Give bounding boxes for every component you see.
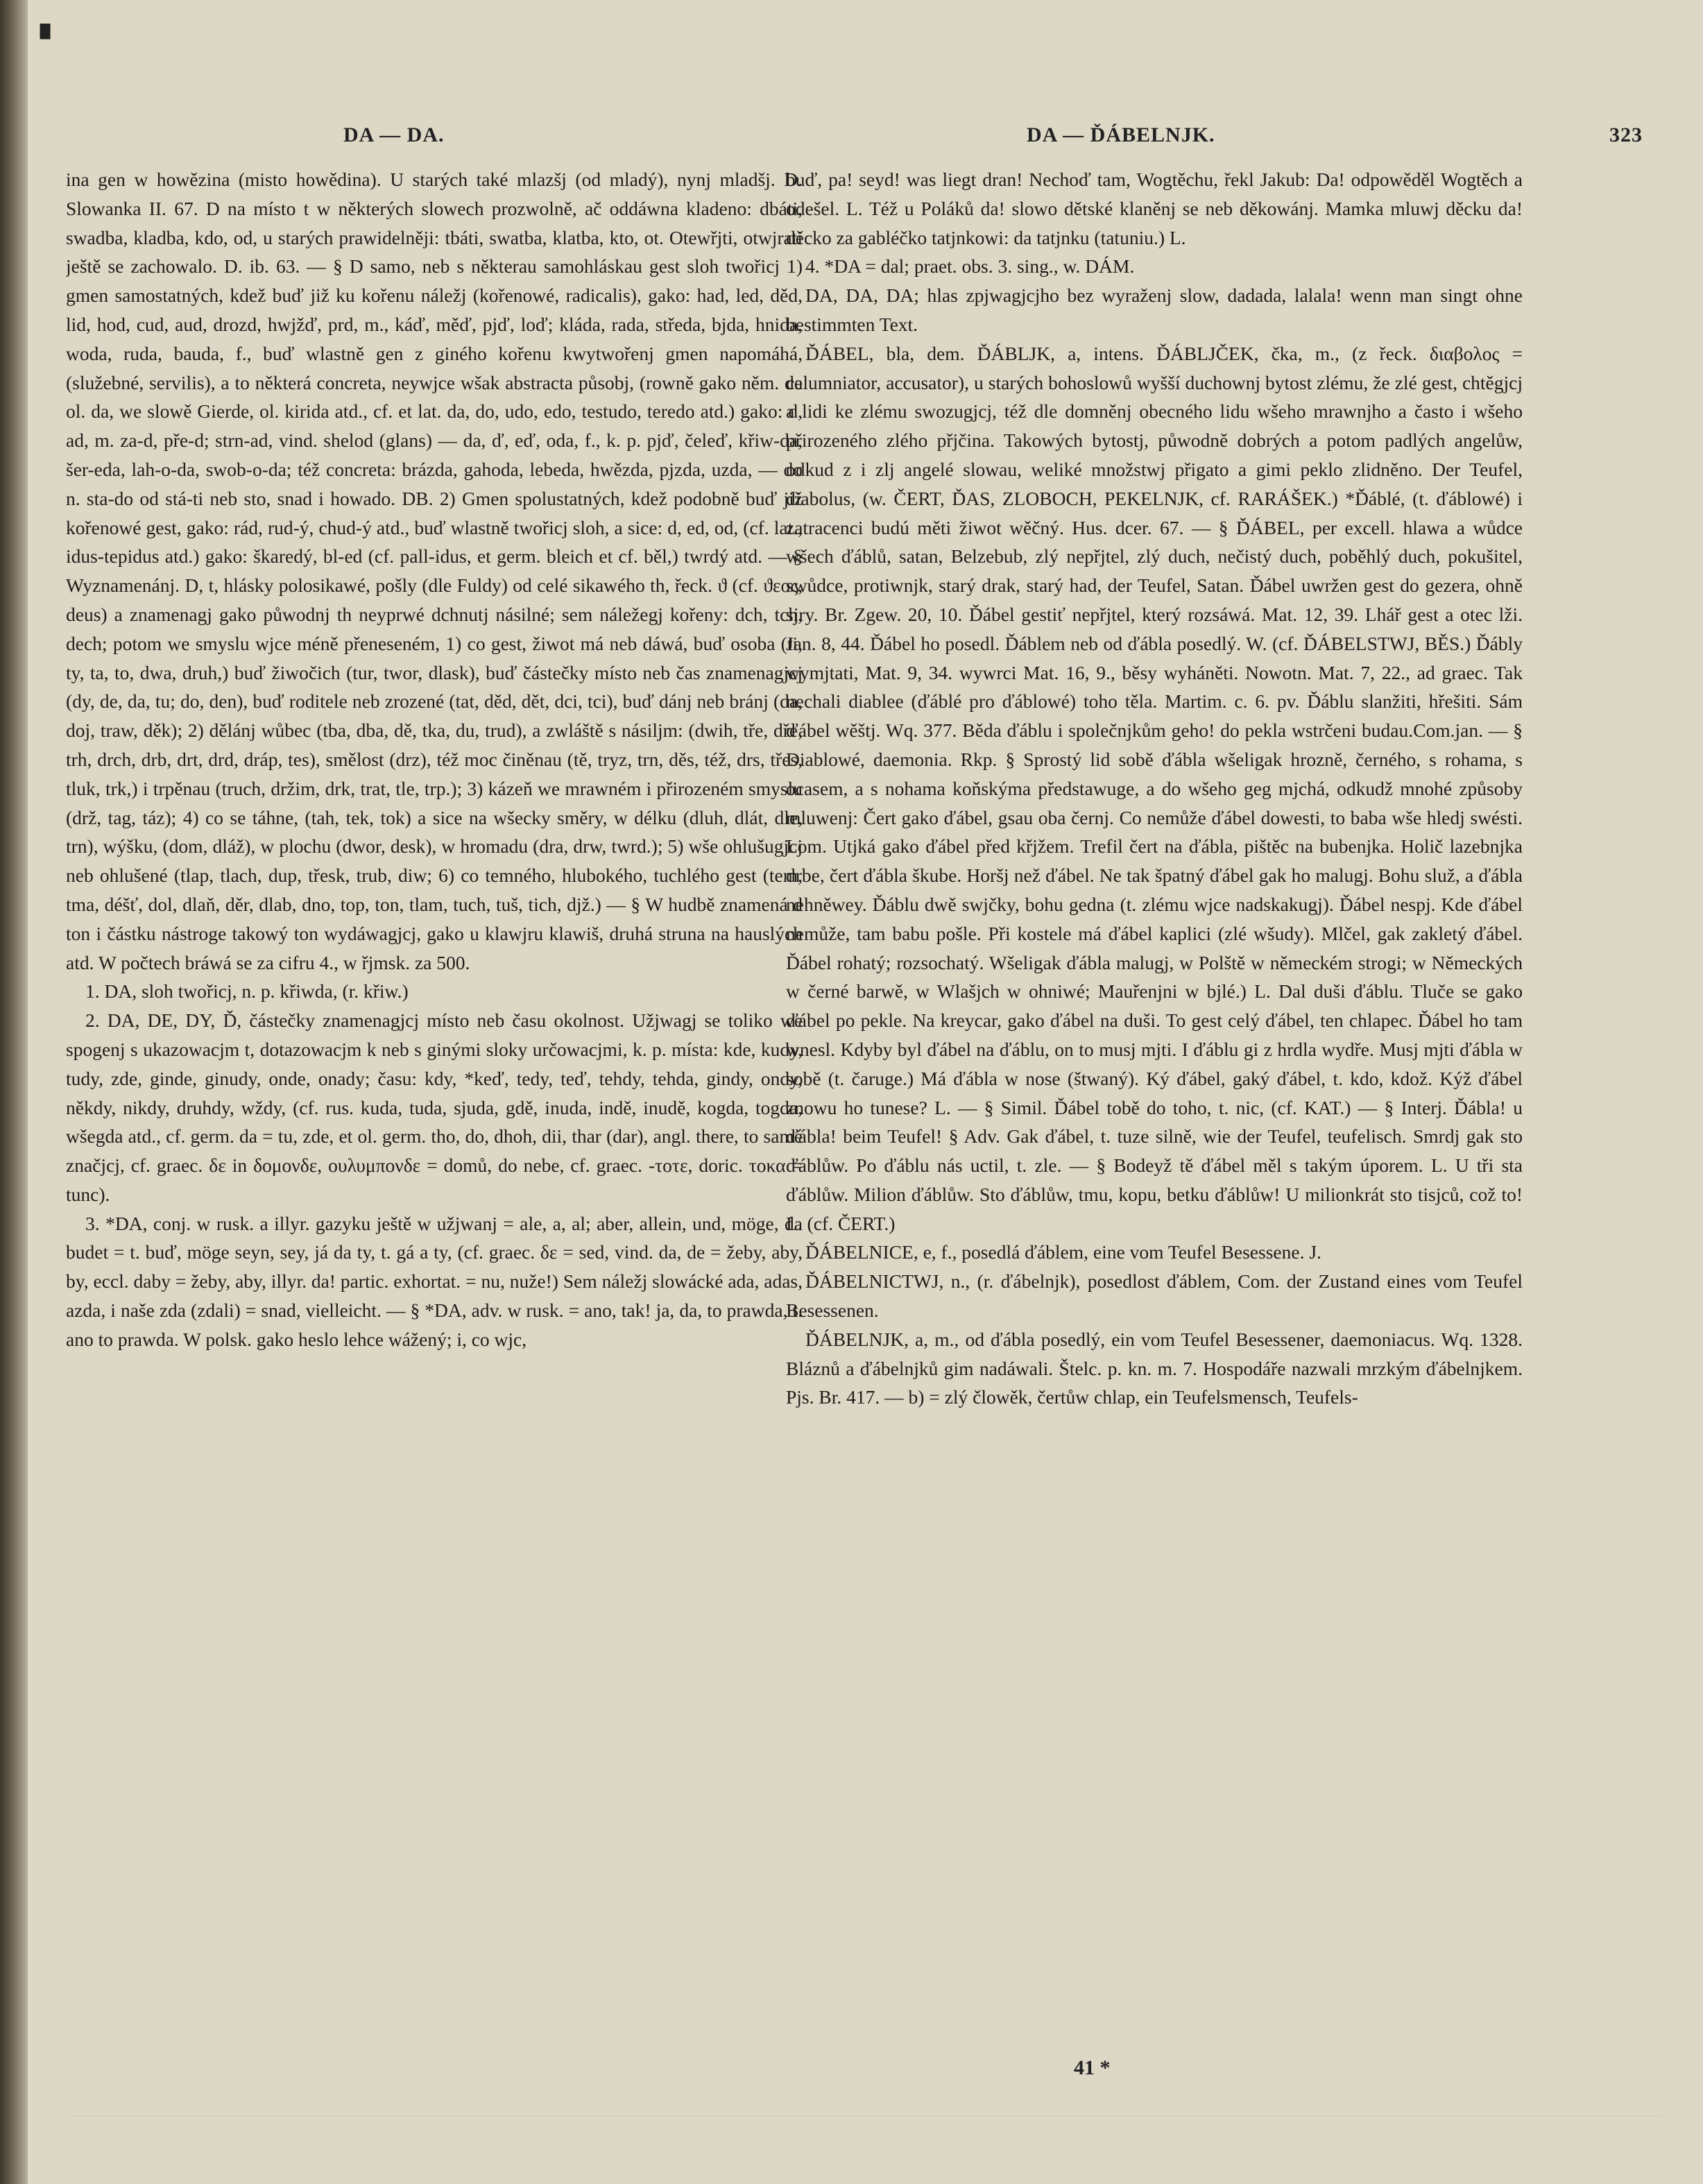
entry-paragraph: ĎÁBEL, bla, dem. ĎÁBLJK, a, intens. ĎÁBLJČEK, čka, m., (z řeck. διαβολος = calumniator, accusator), u starých bohoslowů wyšší duchownj bytost zlému, že zlé gest, chtěgjcj a lidi ke zlému swozugjcj, též dle domněnj obecného lidu wšeho mrawnjho a často i wšeho přirozeného zlého přjčina. Takowých bytostj, půwodně dobrých a potom padlých angelůw, odkud z i zlj angelé slowau, weliké množstwj přigato a gimi peklo zlidněno. Der Teufel, diabolus, (w. ČERT, ĎAS, ZLOBOCH, PEKELNJK, cf. RARÁŠEK.) *Ďáblé, (t. ďáblowé) i zatracenci budú měti žiwot wěčný. Hus. dcer. 67. — § ĎÁBEL, per excell. hlawa a wůdce wšech ďáblů, satan, Belzebub, zlý nepřjtel, zlý duch, nečistý duch, poběhlý duch, pokušitel, swůdce, protiwnjk, starý drak, starý had, der Teufel, Satan. Ďábel uwržen gest do gezera, ohně sjry. Br. Zgew. 20, 10. Ďábel gestiť nepřjtel, který rozsáwá. Mat. 12, 39. Lhář gest a otec lži. Jan. 8, 44. Ďábel ho posedl. Ďáblem neb od ďábla posedlý. W. (cf. ĎÁBELSTWJ, BĚS.) Ďábly wymjtati, Mat. 9, 34. wywrci Mat. 16, 9., běsy wyháněti. Nowotn. Mat. 7, 22., ad graec. Tak nechali diablee (ďáblé pro ďáblowé) toho těla. Martim. c. 6. pv. Ďáblu slanžiti, hřešiti. Sám ďábel wěštj. Wq. 377. Běda ďáblu i společnjkům geho! do pekla wstrčeni budau.Com.jan. — § Diablowé, daemonia. Rkp. § Sprostý lid sobě ďábla wšeligak hrozně, černého, s rohama, s ocasem, a s nohama koňskýma předstawuge, a do wšeho geg mjchá, odkudž mnohé způsoby mluwenj: Čert gako ďábel, gsau oba černj. Co nemůže ďábel dowesti, to baba wše hledj swésti. Lom. Utjká gako ďábel před křjžem. Trefil čert na ďábla, pištěc na bubenjka. Holič lazebnjka drbe, čert ďábla škube. Horšj než ďábel. Ne tak špatný ďábel gak ho malugj. Bohu služ, a ďábla nehněwey. Ďáblu dwě swjčky, bohu gedna (t. zlému wjce nadskakugj). Ďábel nespj. Kde ďábel nemůže, tam babu pošle. Při kostele má ďábel kaplici (zlé wšudy). Mlčel, gak zakletý ďábel. Ďábel rohatý; rozsochatý. Wšeligak ďábla malugj, w Polště w německém strogi; w Německých w černé barwě, w Wlašjch w ohniwé; Mauřenjni w bjlé.) L. Dal duši ďáblu. Tluče se gako ďábel po pekle. Na kreycar, gako ďábel na duši. To gest celý ďábel, ten chlapec. Ďábel ho tam wnesl. Kdyby byl ďábel na ďáblu, on to musj mjti. I ďáblu gi z hrdla wydře. Musj mjti ďábla w sobě (t. čaruge.) Má ďábla w nose (štwaný). Ký ďábel, gaký ďábel, t. kdo, kdož. Kýž ďábel znowu ho tunese? L. — § Simil. Ďábel tobě do toho, t. nic, (cf. KAT.) — § Interj. Ďábla! u ďábla! beim Teufel! § Adv. Gak ďábel, t. tuze silně, wie der Teufel, teufelisch. Smrdj gak sto ďáblůw. Po ďáblu nás uctil, t. zle. — § Bodeyž tě ďábel měl s takým úporem. L. U tři sta ďáblůw. Milion ďáblůw. Sto ďáblůw, tmu, kopu, betku ďáblůw! U milionkrát sto tisjců, což to! L. (cf. ČERT.)	[786, 342, 1523, 1234]
entry-paragraph: 1. DA, sloh twořicj, n. p. křiwda, (r. křiw.)	[85, 980, 409, 1003]
entry-paragraph: ina gen w howězina (misto howědina). U starých také mlazšj (od mladý), nynj mladšj. D. Slowanka II. 67. D na místo t w některých slowech prozwolně, ač oddáwna kladeno: dbáti, swadba, kladba, kdo, od, u starých prawidelněji: tbáti, swatba, klatba, kto, ot. Otewřjti, otwjrati ještě se zachowalo. D. ib. 63. — § D samo, neb s některau samohláskau gest sloh twořicj 1) gmen samostatných, kdež buď již ku kořenu náležj (kořenowé, radicalis), gako: had, led, děd, lid, hod, cud, aud, drozd, hwjžď, prd, m., káď, měď, pjď, loď; kláda, rada, středa, bjda, hnida, woda, ruda, bauda, f., buď wlastně gen z giného kořenu kwytwořenj gmen napomáhá, (služebné, servilis), a to některá concreta, neywjce wšak abstracta působj, (rowně gako něm. de ol. da, we slowě Gierde, ol. kirida atd., cf. et lat. da, do, udo, edo, testudo, teredo atd.) gako: d, ad, m. za-d, pře-d; strn-ad, vind. shelod (glans) — da, ď, eď, oda, f., k. p. pjď, čeleď, křiw-da, šer-eda, lah-o-da, swob-o-da; též concreta: brázda, gahoda, lebeda, hwězda, pjzda, uzda, — do n. sta-do od stá-ti neb sto, snad i howado. DB. 2) Gmen spolustatných, kdež podobně buď již kořenowé gest, gako: rád, rud-ý, chud-ý atd., buď wlastně twořicj sloh, a sice: d, ed, od, (cf. lat., idus-tepidus atd.) gako: škaredý, bl-ed (cf. pall-idus, et germ. bleich et cf. běl,) twrdý atd. — § Wyznamenánj. D, t, hlásky polosikawé, pošly (dle Fuldy) od celé sikawého th, řeck. ϑ (cf. ϑεος, deus) a znamenagj gako půwodnj th neyprwé dchnutj násilné; sem náležegj kořeny: dch, tch, dech; potom we smyslu wjce méně přeneseném, 1) co gest, žiwot má neb dáwá, buď osoba (ti, ty, ta, to, dwa, druh,) buď žiwočich (tur, twor, dlask), buď částečky místo neb čas znamenagjcj (dy, de, da, tu; do, den), buď roditele neb zrozené (tat, děd, dět, dci, tci), buď dánj neb bránj (da, doj, traw, děk); 2) dělánj wůbec (tba, dba, dě, tka, du, trud), a zwláště s násiljm: (dwih, tře, dře, trh, drch, drb, drt, drd, dráp, tes), smělost (drz), též moc činěnau (tě, tryz, trn, děs, též, drs, třes, tluk, trk,) i trpěnau (truch, držim, drk, trat, tle, trp.); 3) kázeň we mrawném i přirozeném smyslu (drž, tag, táz); 4) co se táhne, (tah, tek, tok) a sice na wšecky směry, w délku (dluh, dlát, dle, trn), wýšku, (dom, dláž), w plochu (dwor, desk), w hromadu (dra, drw, twrd.); 5) wše ohlušugjcj neb ohlušené (tlap, tlach, dup, třesk, trub, diw; 6) co temného, hlubokého, tuchlého gest (tem, tma, déšť, dol, dlaň, děr, dlab, dno, top, ton, tlam, tuch, tuš, tich, djž.) — § W hudbě znamená d ton i částku nástroge takowý ton wydáwagjcj, gako u klawjru klawiš, druhá struna na hauslých atd. W počtech bráwá se za cifru 4., w řjmsk. za 500.	[66, 169, 803, 973]
entry-paragraph: 3. *DA, conj. w rusk. a illyr. gazyku ještě w užjwanj = ale, a, al; aber, allein, und, möge, da budet = t. buď, möge seyn, sey, já da ty, t. gá a ty, (cf. graec. δε = sed, vind. da, de = žeby, aby, by, eccl. daby = žeby, aby, illyr. da! partic. exhortat. = nu, nuže!) Sem náležj slowácké ada, adas, azda, i naše zda (zdali) = snad, vielleicht. — § *DA, adv. w rusk. = ano, tak! ja, da, to prawda, t. ano to prawda. W polsk. gako heslo lehce wážený; i, co wjc,	[66, 1212, 803, 1350]
entry-paragraph: buď, pa! seyd! was liegt dran! Nechoď tam, Wogtěchu, řekl Jakub: Da! odpowěděl Wogtěch a odešel. L. Též u Poláků da! slowo dětské klaněnj se neb děkowánj. Mamka mluwj děcku da! děcko za gabléčko tatjnkowi: da tatjnku (tatuniu.) L.	[786, 169, 1523, 248]
signature-mark: 41 *	[1074, 2056, 1111, 2079]
entry-paragraph: 2. DA, DE, DY, Ď, částečky znamenagjcj místo neb času okolnost. Užjwagj se toliko we spogenj s ukazowacjm t, dotazowacjm k neb s ginými sloky určowacjmi, k. p. místa: kde, kudy, tudy, zde, ginde, ginudy, onde, onady; času: kdy, *keď, tedy, teď, tehdy, tehda, gindy, ondy, někdy, nikdy, druhdy, wždy, (cf. rus. kuda, tuda, sjuda, gdě, inuda, indě, inudě, kogda, togda, wšegda atd., cf. germ. da = tu, zde, et ol. germ. tho, do, dhoh, dii, thar (dar), angl. there, to samé značjcj, cf. graec. δε in δομονδε, ουλυμπονδε = domů, do nebe, cf. graec. -τοτε, doric. τοκα = tunc).	[66, 1009, 803, 1205]
left-column	[66, 165, 803, 2052]
running-head-left: DA — DA.	[343, 123, 445, 146]
entry-paragraph: ĎÁBELNICTWJ, n., (r. ďábelnjk), posedlost ďáblem, Com. der Zustand eines vom Teufel Besessenen.	[786, 1270, 1523, 1322]
page-shadow	[69, 2116, 1661, 2117]
entry-paragraph: ĎÁBELNJK, a, m., od ďábla posedlý, ein vom Teufel Besessener, daemoniacus. Wq. 1328. Bláznů a ďábelnjků gim nadáwali. Štelc. p. kn. m. 7. Hospodáře nazwali mrzkým ďábelnjkem. Pjs. Br. 417. — b) = zlý člowěk, čertůw chlap, ein Teufelsmensch, Teufels-	[786, 1328, 1523, 1408]
page-number: 323	[1609, 123, 1643, 146]
entry-paragraph: DA, DA, DA; hlas zpjwagjcjho bez wyraženj slow, dadada, lalala! wenn man singt ohne bestimmten Text.	[786, 284, 1523, 335]
dictionary-page	[28, 0, 1703, 2184]
right-column	[786, 165, 1523, 2052]
corner-mark: ▖	[40, 10, 61, 39]
facing-page-edge	[0, 0, 28, 2184]
running-head-right: DA — ĎÁBELNJK.	[1027, 123, 1215, 146]
entry-paragraph: ĎÁBELNICE, e, f., posedlá ďáblem, eine vom Teufel Besessene. J.	[805, 1241, 1321, 1263]
entry-paragraph: 4. *DA = dal; praet. obs. 3. sing., w. DÁM.	[805, 255, 1135, 278]
